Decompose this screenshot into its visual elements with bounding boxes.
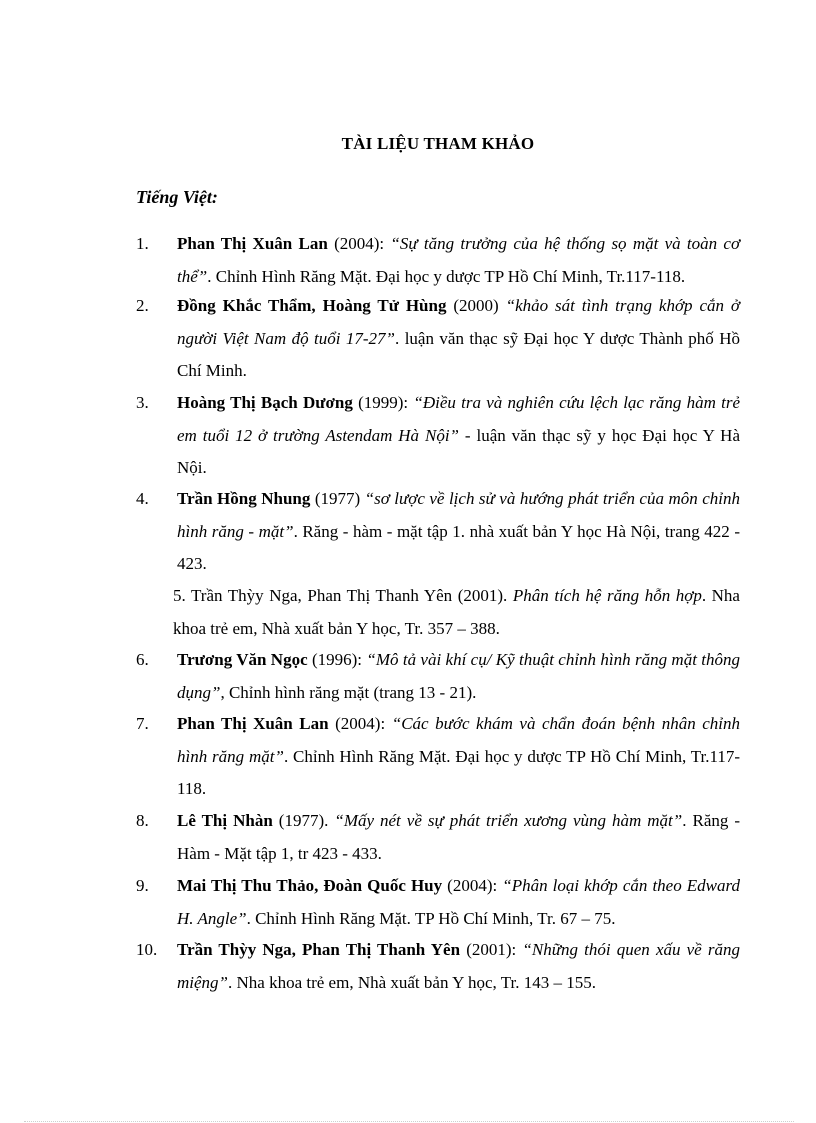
reference-authors: Hoàng Thị Bạch Dương	[177, 393, 353, 412]
reference-work-title: “Điều tra và nghiên cứu lệch lạc răng hàm trẻ em tuổi 12 ở trường Astendam Hà Nội”	[177, 393, 741, 445]
reference-year: (2004):	[327, 234, 391, 253]
reference-text	[177, 805, 740, 870]
reference-text	[177, 708, 740, 806]
reference-source: . Răng - Hàm - Mặt tập 1, tr 423 - 433.	[177, 811, 741, 863]
reference-number: 8.	[136, 811, 149, 830]
page-title: TÀI LIỆU THAM KHẢO	[341, 134, 535, 153]
reference-text	[177, 290, 740, 388]
reference-authors: Mai Thị Thu Thảo, Đoàn Quốc Huy	[177, 876, 443, 895]
reference-authors: Phan Thị Xuân Lan	[177, 234, 328, 253]
reference-work-title: “Sự tăng trưởng của hệ thống sọ mặt và toàn cơ thể”	[177, 234, 741, 286]
page-bottom-divider	[24, 1121, 794, 1122]
reference-authors: Trần Thỳy Nga, Phan Thị Thanh Yên	[177, 940, 461, 959]
reference-source: . Chỉnh Hình Răng Mặt. TP Hồ Chí Minh, Tr. 67 – 75.	[246, 908, 616, 928]
reference-source: . Nha khoa trẻ em, Nhà xuất bản Y học, Tr. 357 – 388.	[173, 586, 740, 638]
reference-text	[177, 483, 740, 581]
reference-number: 2.	[136, 296, 149, 315]
reference-work-title: “Mấy nét về sự phát triển xương vùng hàm mặt”	[334, 811, 683, 830]
reference-year: (1977).	[272, 811, 335, 830]
reference-source: . luận văn thạc sỹ Đại học Y dược Thành phố Hồ Chí Minh.	[177, 328, 740, 381]
reference-number: 10.	[136, 940, 158, 959]
reference-authors: Trương Văn Ngọc	[177, 650, 308, 669]
reference-year: (1977)	[310, 489, 365, 508]
reference-text	[177, 644, 740, 709]
reference-year: (1996):	[307, 650, 367, 669]
reference-text	[177, 387, 740, 485]
reference-authors: Lê Thị Nhàn	[177, 811, 273, 830]
reference-source: . Chỉnh Hình Răng Mặt. Đại học y dược TP Hồ Chí Minh, Tr.117-118.	[177, 746, 741, 799]
reference-work-title: “Mô tả vài khí cụ/ Kỹ thuật chỉnh hình răng mặt thông dụng”	[177, 650, 741, 702]
reference-work-title: “khảo sát tình trạng khớp cắn ở người Việt Nam độ tuổi 17-27”	[177, 296, 740, 348]
reference-work-title: “sơ lược về lịch sử và hướng phát triển của môn chỉnh hình răng - mặt”	[177, 489, 740, 541]
reference-number: 7.	[136, 714, 149, 733]
reference-source: . Chỉnh Hình Răng Mặt. Đại học y dược TP Hồ Chí Minh, Tr.117-118.	[207, 266, 686, 286]
reference-text	[177, 228, 740, 293]
reference-text	[177, 870, 740, 935]
reference-number: 4.	[136, 489, 149, 508]
reference-number: 6.	[136, 650, 149, 669]
reference-work-title: “Những thói quen xấu về răng miệng”	[177, 940, 741, 992]
reference-authors: Đồng Khắc Thẩm, Hoàng Tử Hùng	[177, 296, 447, 315]
reference-authors: Phan Thị Xuân Lan	[177, 714, 329, 733]
reference-number: 9.	[136, 876, 149, 895]
reference-text	[173, 580, 740, 645]
reference-number: 5.	[173, 586, 186, 605]
reference-work-title: Phân tích hệ răng hỗn hợp	[512, 586, 702, 605]
reference-number: 1.	[136, 234, 149, 253]
reference-authors: Trần Hồng Nhung	[177, 489, 311, 508]
reference-source: - luận văn thạc sỹ y học Đại học Y Hà Nội.	[177, 425, 740, 478]
reference-year: (2000)	[446, 296, 506, 315]
reference-source: . Nha khoa trẻ em, Nhà xuất bản Y học, Tr. 143 – 155.	[228, 972, 596, 992]
reference-source: , Chỉnh hình răng mặt (trang 13 - 21).	[220, 682, 477, 702]
section-heading: Tiếng Việt:	[136, 187, 218, 207]
reference-work-title: “Phân loại khớp cắn theo Edward H. Angle”	[177, 876, 740, 928]
reference-year: (2004):	[442, 876, 503, 895]
reference-number: 3.	[136, 393, 149, 412]
reference-year: (2001):	[460, 940, 523, 959]
reference-text	[177, 934, 740, 999]
reference-year: (1999):	[352, 393, 414, 412]
reference-year: (2004):	[328, 714, 392, 733]
reference-work-title: “Các bước khám và chẩn đoán bệnh nhân chỉnh hình răng mặt”	[177, 714, 740, 766]
reference-authors: Trần Thỳy Nga, Phan Thị Thanh Yên (2001).	[191, 586, 513, 605]
reference-source: . Răng - hàm - mặt tập 1. nhà xuất bản Y học Hà Nội, trang 422 - 423.	[177, 521, 740, 574]
